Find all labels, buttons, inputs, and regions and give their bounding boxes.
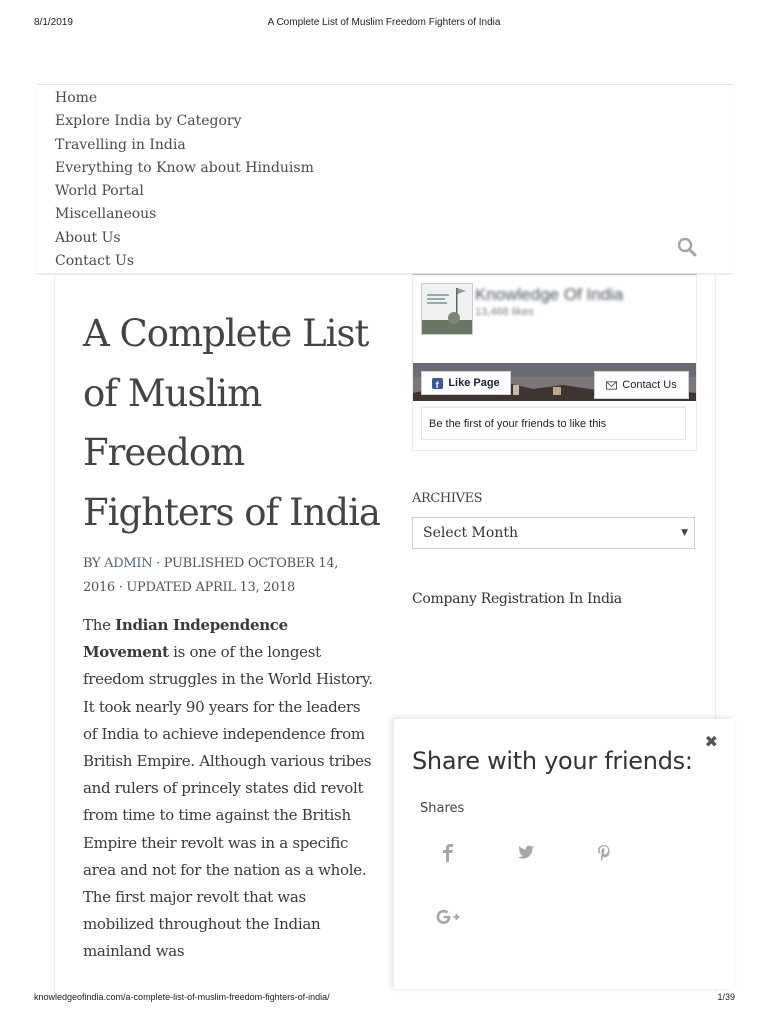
- article-meta: [83, 552, 373, 600]
- twitter-share-icon[interactable]: [511, 845, 541, 863]
- meta-by: BY: [83, 556, 105, 571]
- fb-page-thumbnail[interactable]: [421, 283, 473, 335]
- article-title: [83, 304, 383, 542]
- nav-menu: [55, 87, 314, 273]
- body-bold-term: Indian Independence Movement: [83, 616, 288, 662]
- google-plus-icon: [436, 909, 460, 925]
- article-title-line: Freedom: [83, 431, 245, 474]
- article-body: [83, 612, 373, 966]
- pinterest-share-icon[interactable]: [589, 845, 619, 865]
- print-title: A Complete List of Muslim Freedom Fighters of India: [267, 17, 501, 28]
- search-icon[interactable]: [677, 237, 697, 257]
- nav-item-travelling[interactable]: Travelling in India: [55, 136, 186, 153]
- share-popup: [394, 719, 734, 989]
- print-url: knowledgeofindia.com/a-complete-list-of-muslim-freedom-fighters-of-india/: [34, 992, 330, 1002]
- print-date: 8/1/2019: [34, 17, 73, 28]
- archives-heading: ARCHIVES: [412, 491, 483, 506]
- print-page-number: 1/39: [717, 992, 735, 1002]
- nav-item-about-us[interactable]: About Us: [55, 229, 121, 246]
- fb-page-name[interactable]: Knowledge Of India: [475, 285, 624, 304]
- share-count-label: Shares: [420, 801, 465, 816]
- body-intro: The: [83, 616, 116, 634]
- share-popup-title: Share with your friends:: [412, 747, 693, 775]
- pinterest-icon: [598, 845, 610, 861]
- article-title-line: of Muslim: [83, 371, 262, 415]
- fb-like-page-label: Like Page: [448, 377, 500, 389]
- archives-select-value: Select Month: [423, 525, 518, 541]
- twitter-icon: [518, 845, 534, 859]
- fb-friends-text: Be the first of your friends to like this: [421, 407, 686, 440]
- facebook-icon: [442, 844, 454, 862]
- nav-item-hinduism[interactable]: Everything to Know about Hinduism: [55, 159, 314, 176]
- author-link[interactable]: ADMIN: [104, 556, 153, 571]
- article-title-line: Fighters of India: [83, 490, 380, 534]
- close-icon[interactable]: ✖: [704, 732, 718, 751]
- body-text: is one of the longest freedom struggles in the World History. It took nearly 90 years for the leaders of India to achieve independence from British Empire. Although various tribes and rulers of princely states did revolt from time to time against the British Empire their revolt was in a specific area and not for the nation as a whole. The first major revolt that was mobilized throughout the Indian mainland was: [83, 643, 373, 961]
- fb-logo-icon: [432, 378, 443, 389]
- google-plus-share-icon[interactable]: [433, 909, 463, 929]
- fb-contact-us-button[interactable]: [594, 371, 689, 399]
- fb-like-page-button[interactable]: [421, 371, 511, 395]
- nav-item-contact-us[interactable]: Contact Us: [55, 253, 135, 270]
- facebook-share-icon[interactable]: [433, 844, 463, 866]
- nav-item-miscellaneous[interactable]: Miscellaneous: [55, 206, 157, 223]
- chevron-down-icon: ▼: [681, 528, 688, 538]
- meta-published: · PUBLISHED OCTOBER 14, 2016 ·: [83, 556, 339, 595]
- nav-item-world-portal[interactable]: World Portal: [55, 183, 144, 200]
- company-registration-link[interactable]: Company Registration In India: [412, 591, 622, 607]
- fb-contact-us-label: Contact Us: [622, 379, 677, 391]
- meta-updated: UPDATED APRIL 13, 2018: [126, 580, 296, 595]
- fb-thumbnail-image: [422, 284, 472, 334]
- svg-text:f: f: [435, 379, 440, 389]
- nav-item-home[interactable]: Home: [55, 90, 98, 106]
- fb-like-count: 13,468 likes: [475, 306, 534, 318]
- site-navbar: [37, 84, 733, 274]
- envelope-icon: [606, 380, 617, 391]
- nav-item-explore-india[interactable]: Explore India by Category: [55, 113, 242, 130]
- facebook-page-widget: [412, 274, 697, 451]
- archives-month-select[interactable]: [412, 517, 695, 549]
- article-title-line: A Complete List: [83, 312, 369, 355]
